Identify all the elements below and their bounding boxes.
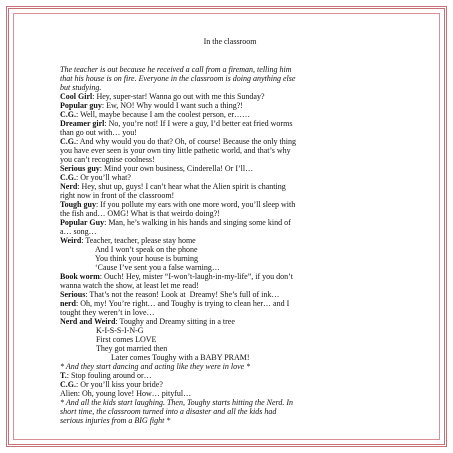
script-lines	[60, 65, 400, 425]
line-text: you have ever seen is your own tiny little pathetic world, and that’s why	[60, 146, 291, 155]
line-text: than go out with… you!	[60, 128, 137, 137]
script-line	[60, 191, 400, 200]
line-text: right now in front of the classroom!	[60, 191, 175, 200]
line-text: that his house is on fire. Everyone in the classroom is doing anything else	[60, 74, 296, 83]
script-line	[60, 155, 400, 164]
line-text: : That’s not the reason! Look at Dreamy! She’s full of ink…	[85, 290, 280, 299]
line-text: : Teacher, teacher, please stay home	[81, 236, 196, 245]
script-line	[60, 209, 400, 218]
script-line	[60, 65, 400, 74]
script-line	[60, 308, 400, 317]
line-text: : Hey, super-star! Wanna go out with me this Sunday?	[92, 92, 265, 101]
line-text: : Toughy and Dreamy sitting in a tree	[115, 317, 235, 326]
script-line	[60, 317, 400, 326]
line-text: You think your house is burning	[95, 254, 198, 263]
line-text: serious injuries from a BIG fight *	[60, 416, 171, 425]
speaker-name: Nerd	[60, 182, 78, 191]
line-text: : Or you’ll kiss your bride?	[76, 380, 163, 389]
script-line	[60, 398, 400, 407]
line-text: : Ew, NO! Why would I want such a thing?!	[101, 101, 243, 110]
line-text: : No, you’re not! If I were a guy, I’d better eat fried worms	[104, 119, 293, 128]
speaker-name: C.G.	[60, 380, 76, 389]
line-text: ‘Cause I’ve sent you a false warning…	[95, 263, 220, 272]
script-line	[60, 263, 400, 272]
speaker-name: Cool Girl	[60, 92, 93, 101]
script-line	[60, 290, 400, 299]
script-line	[60, 407, 400, 416]
speaker-name: Book worm	[60, 272, 100, 281]
line-text: : If you pollute my ears with one more word, you’ll sleep with	[95, 200, 296, 209]
script-line	[60, 182, 400, 191]
line-text: tought they weren’t in love…	[60, 308, 155, 317]
line-text: Later comes Toughy with a BABY PRAM!	[111, 353, 250, 362]
script-line	[60, 119, 400, 128]
script-line	[60, 362, 400, 371]
line-text: : Or you’ll what?	[76, 173, 131, 182]
script-line	[60, 110, 400, 119]
line-text: : Oh, my! You’re right… and Toughy is trying to clean her… and I	[76, 299, 290, 308]
line-text: : Hey, shut up, guys! I can’t hear what the Alien spirit is chanting	[77, 182, 286, 191]
script-line	[60, 371, 400, 380]
script-line	[60, 272, 400, 281]
script-line	[60, 83, 400, 92]
speaker-name: C.G.	[60, 173, 76, 182]
line-text: * And they start dancing and acting like they were in love *	[60, 362, 251, 371]
line-text: : Ouch! Hey, mister “I-won’t-laugh-in-my-life”, if you don’t	[99, 272, 293, 281]
script-line	[60, 335, 400, 344]
speaker-name: Dreamer girl	[60, 119, 105, 128]
line-text: : Man, he’s walking in his hands and singing some kind of	[104, 218, 291, 227]
script-line	[60, 236, 400, 245]
script-line	[60, 218, 400, 227]
document-title: In the classroom	[203, 37, 257, 46]
line-text: you can’t recognise coolness!	[60, 155, 155, 164]
script-line	[60, 380, 400, 389]
line-text: They got married then	[96, 344, 168, 353]
script-line	[60, 254, 400, 263]
script-line	[60, 416, 400, 425]
line-text: but studying.	[60, 83, 102, 92]
line-text: a… song…	[60, 227, 97, 236]
speaker-name: Serious	[60, 290, 86, 299]
script-line	[60, 101, 400, 110]
script-line	[60, 200, 400, 209]
speaker-name: nerd	[60, 299, 76, 308]
script-line	[60, 245, 400, 254]
speaker-name: Popular guy	[60, 101, 102, 110]
script-line	[60, 164, 400, 173]
script-line	[60, 74, 400, 83]
speaker-name: T.	[60, 371, 67, 380]
speaker-name: Weird	[60, 236, 82, 245]
script-line	[60, 281, 400, 290]
line-text: : Mind your own business, Cinderella! Or I’ll…	[99, 164, 254, 173]
script-line	[60, 389, 400, 398]
script-line	[60, 173, 400, 182]
speaker-name: Tough guy	[60, 200, 96, 209]
script-line	[60, 137, 400, 146]
speaker-name: Serious guy	[60, 164, 100, 173]
script-line	[60, 353, 400, 362]
speaker-name: C.G.	[60, 137, 76, 146]
document-body	[60, 37, 400, 425]
speaker-name: Nerd and Weird	[60, 317, 116, 326]
script-line	[60, 326, 400, 335]
script-line	[60, 299, 400, 308]
line-text: * And all the kids start laughing. Then, Toughy starts hitting the Nerd. In	[60, 398, 294, 407]
line-text: wanna watch the show, at least let me read!	[60, 281, 199, 290]
line-text: : Stop fouling around or…	[66, 371, 152, 380]
line-text: short time, the classroom turned into a disaster and all the kids had	[60, 407, 277, 416]
line-text: : Well, maybe because I am the coolest person, er……	[76, 110, 251, 119]
line-text: Alien: Oh, young love! How… pityful…	[60, 389, 192, 398]
speaker-name: Popular Guy	[60, 218, 105, 227]
script-line	[60, 146, 400, 155]
line-text: The teacher is out because he received a call from a fireman, telling him	[60, 65, 292, 74]
line-text: First comes LOVE	[96, 335, 157, 344]
line-text: : And why would you do that? Oh, of course! Because the only thing	[76, 137, 296, 146]
script-line	[60, 227, 400, 236]
speaker-name: C.G.	[60, 110, 76, 119]
line-text: K-I-S-S-I-N-G	[96, 326, 144, 335]
line-text: And I won’t speak on the phone	[95, 245, 198, 254]
script-line	[60, 92, 400, 101]
script-line	[60, 128, 400, 137]
script-line	[60, 344, 400, 353]
line-text: the fish and… OMG! What is that weirdo doing?!	[60, 209, 220, 218]
